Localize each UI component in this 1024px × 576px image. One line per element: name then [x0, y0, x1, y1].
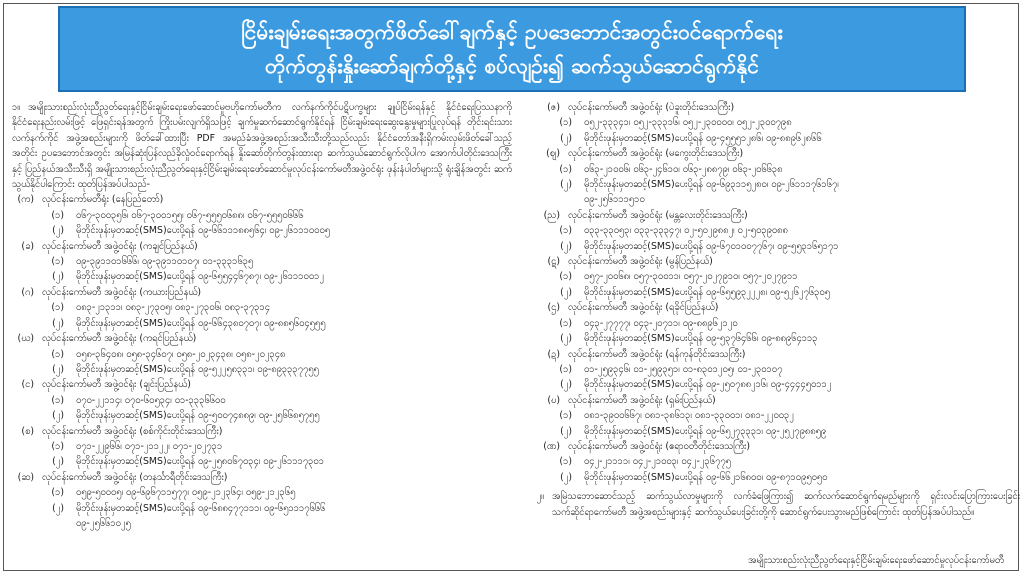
right-column [528, 100, 1020, 520]
office-title: လုပ်ငန်းကော်မတီ အဖွဲ့ဝင်ရုံး (ရခိုင်ပြည်နယ်) [568, 302, 719, 314]
row-marker: (၂) [560, 379, 572, 391]
office-heading [12, 470, 512, 485]
phone-numbers: မိုဘိုင်းဖုန်းမှတဆင့်(SMS)ပေးပို့ရန် ၀၉-၆၅၅၉၃၂၂၂၈၊ ၀၉-၅၂၆၂၇၆၃၀၅ [584, 286, 830, 298]
phone-row [12, 208, 512, 223]
phone-row [528, 408, 1020, 423]
phone-row [12, 300, 512, 315]
office-title: လုပ်ငန်းကော်မတီရုံး (နေပြည်တော်) [42, 194, 164, 206]
intro-number: ၁။ [12, 102, 21, 113]
office-title: လုပ်ငန်းကော်မတီ အဖွဲ့ဝင်ရုံး (ရန်ကုန်တိုင်းဒေသကြီး) [568, 348, 746, 360]
phone-row [12, 316, 512, 331]
intro-text: အမျိုးသားစည်းလုံးညီညွတ်ရေးနှင့်ငြိမ်းချမ်းရေးဖော်ဆောင်မှုဗဟိုကော်မတီက လက်နက်ကိုင်ပဋိပက္ခများ ချုပ်ငြိမ်းရန်နှင့် နိုင်ငံရေးပြဿနာကို နိုင်ငံရေးနည်းလမ်းဖြင့် ဖြေရှင်းရန်အတွက် ကြိုးပမ်းလျက်ရှိသဖြင့် ချက်မှုဆက်ဆောင်ရွက်နိုင်ရန် ငြိမ်းချမ်းရေးဆွေးနွေးမှုများပြုလုပ်ရန် တိုင်းရင်းသားလက်နက်ကိုင် အဖွဲ့အစည်းများကို ဖိတ်ခေါ်ထားပြီး PDF အမည်ခံအဖွဲ့အစည်းအသီးသီးတို့သည်လည်း နိုင်ငံတော်အနီးရှိကမ်းလှမ်းဖိတ်ခေါ်သည့်အတိုင်း ဥပဒေဘောင်အတွင်း အမြန်ဆုံးပြန်လည်ခိုလှုံဝင်ရောက်ရန် နှိုးဆော်တိုက်တွန်းထားရာ ဆက်သွယ်ဆောင်ရွက်လိုပါက အောက်ပါတိုင်းဒေသကြီးနှင့် ပြည်နယ်အသီးသီးရှိ အမျိုးသားစည်းလုံးညီညွတ်ရေးနှင့်ငြိမ်းချမ်းရေးဖော်ဆောင်မှုလုပ်ငန်းကော်မတီအဖွဲ့ဝင်ရုံး ဖုန်းနံပါတ်များသို့ ရုံးချိန်အတွင်း ဆက်သွယ်နိုင်ပါကြောင်း ထုတ်ပြန်အပ်ပါသည်- [12, 102, 512, 191]
phone-row [12, 485, 512, 500]
phone-row [12, 454, 512, 469]
phone-row [528, 454, 1020, 469]
row-marker: (၁) [559, 410, 572, 422]
row-marker: (၁) [559, 271, 572, 283]
phone-numbers: မိုဘိုင်းဖုန်းမှတဆင့်(SMS)ပေးပို့ရန် ၀၉-၅၃၇၆၄၆၆၊ ၀၉-၈၈၉၆၄၁၁၃ [584, 333, 818, 345]
row-marker: (၁) [51, 209, 64, 221]
phone-numbers: မိုဘိုင်းဖုန်းမှတဆင့်(SMS)ပေးပို့ရန် ၀၉-၆၅၂၇၃၃၃၁၊ ၀၉-၂၅၂၇၉၈၈၅၉ [584, 425, 827, 437]
phone-continuation: ၀၉-၂၅၆၁၁၁၅၁၀ [584, 194, 645, 206]
phone-row [12, 269, 512, 284]
phone-numbers: မိုဘိုင်းဖုန်းမှတဆင့်(SMS)ပေးပို့ရန် ၀၉-၆၆၂၁၆၈၀၀၊ ၀၉-၈၇၁၀၉၅၀၅၀ [584, 471, 828, 483]
phone-numbers: ၀၄၂-၂၁၁၁၁၊ ၀၄၂-၂၁၀၀၃၊ ၀၄၂-၂၃၆၇၇၅ [584, 456, 731, 468]
row-marker: (၁) [51, 302, 64, 314]
office-heading [528, 254, 1020, 269]
phone-row [12, 439, 512, 454]
phone-row [528, 223, 1020, 238]
phone-numbers: မိုဘိုင်းဖုန်းမှတဆင့်(SMS)ပေးပို့ရန် ၀၉-၂၅၀၇၈၈၂၁၆၊ ၀၉-၄၄၄၄၅၀၁၁၂ [584, 379, 832, 391]
section-marker: (ဎ) [547, 394, 560, 406]
row-marker: (၂) [52, 363, 64, 375]
intro-paragraph [12, 100, 512, 192]
office-title: လုပ်ငန်းကော်မတီ အဖွဲ့ဝင်ရုံး (မွန်ပြည်နယ်) [568, 256, 713, 268]
office-heading [12, 377, 512, 392]
office-heading [12, 285, 512, 300]
phone-numbers: မိုဘိုင်းဖုန်းမှတဆင့်(SMS)ပေးပို့ရန် ၀၉-၆၆၁၁၁၈၈၅၆၄၊ ၀၉-၂၆၁၁၁၀၀၀၅ [76, 225, 330, 237]
office-title: လုပ်ငန်းကော်မတီ အဖွဲ့ဝင်ရုံး (ရှမ်းပြည်နယ်) [568, 394, 716, 406]
phone-row [12, 254, 512, 269]
row-marker: (၁) [51, 440, 64, 452]
office-title: လုပ်ငန်းကော်မတီ အဖွဲ့ဝင်ရုံး (မန္တလေးတိုင်းဒေသကြီး) [568, 209, 748, 221]
row-marker: (၁) [559, 117, 572, 129]
section-marker: (ခ) [21, 240, 34, 252]
row-marker: (၂) [52, 317, 64, 329]
office-title: လုပ်ငန်းကော်မတီ အဖွဲ့ဝင်ရုံး (ဧရာဝတီတိုင်းဒေသကြီး) [568, 440, 751, 452]
phone-numbers: မိုဘိုင်းဖုန်းမှတဆင့်(SMS)ပေးပို့ရန် ၀၉-၄၅၅၅၁၂၈၆၊ ၀၉-၈၈၉၆၂၈၆၆ [584, 132, 822, 144]
row-marker: (၂) [560, 286, 572, 298]
row-marker: (၁) [559, 163, 572, 175]
office-heading [528, 146, 1020, 161]
row-marker: (၂) [52, 502, 64, 514]
section-marker: (ဆ) [17, 471, 34, 483]
phone-row [12, 223, 512, 238]
note-paragraph [528, 489, 1020, 520]
phone-row [528, 316, 1020, 331]
row-marker: (၁) [51, 348, 64, 360]
phone-row [528, 131, 1020, 146]
office-heading [528, 300, 1020, 315]
office-title: လုပ်ငန်းကော်မတီ အဖွဲ့ဝင်ရုံး (ချင်းပြည်နယ်) [42, 379, 191, 391]
note-number: ၂။ [536, 491, 544, 503]
phone-numbers: မိုဘိုင်းဖုန်းမှတဆင့်(SMS)ပေးပို့ရန် ၀၉-၆၅၅၄၄၆၇၈၇၊ ၀၉-၂၆၁၁၁၀၀၁၂ [76, 271, 324, 283]
phone-numbers: မိုဘိုင်းဖုန်းမှတဆင့်(SMS)ပေးပို့ရန် ၀၉-၅၂၂၅၈၃၃၁၊ ၀၉-၈၉၃၃၃၇၇၅၅ [76, 363, 319, 375]
phone-numbers: ၀၅၉-၅၀၀၀၅၊ ၀၉-၆၉၆၇၁၁၅၇၇၊ ၀၅၉-၂၁၂၃၆၄၊ ၀၅၉-၂၁၂၃၆၅ [76, 487, 296, 499]
row-marker: (၂) [52, 225, 64, 237]
phone-row [12, 393, 512, 408]
phone-numbers: မိုဘိုင်းဖုန်းမှတဆင့်(SMS)ပေးပို့ရန် ၀၉-၆၇၀၁၀၀၇၇၆၇၊ ၀၉-၅၅၃၁၆၅၁၇၁ [584, 240, 839, 252]
section-marker: (က) [17, 194, 34, 206]
office-heading [12, 331, 512, 346]
phone-numbers: ၀၉-၃၉၁၁၀၁၆၆၆၊ ၀၉-၃၉၁၁၀၁၀၇၊ ၀၁-၃၃၃၁၆၃၅ [76, 256, 254, 268]
phone-numbers: မိုဘိုင်းဖုန်းမှတဆင့်(SMS)ပေးပို့ရန် ၀၉-၅၀၀၇၄၈၈၉၊ ၀၉-၂၅၆၆၈၅၇၅၅ [76, 410, 320, 422]
row-marker: (၂) [52, 410, 64, 422]
row-marker: (၂) [560, 425, 572, 437]
row-marker: (၂) [560, 240, 572, 252]
row-marker: (၁) [559, 317, 572, 329]
office-title: လုပ်ငန်းကော်မတီ အဖွဲ့ဝင်ရုံး (ကချင်ပြည်နယ်) [42, 240, 198, 252]
section-marker: (ဏ) [543, 440, 560, 452]
signature: အမျိုးသားစည်းလုံးညီညွတ်ရေးနှင့်ငြိမ်းချမ်းရေးဖော်ဆောင်မှုလုပ်ငန်းကော်မတီ [747, 555, 1004, 566]
phone-row [528, 115, 1020, 130]
phone-row [528, 424, 1020, 439]
section-marker: (င) [21, 379, 34, 391]
phone-numbers: ၀၄၃-၂၇၇၇၇၊ ၀၄၃-၂၀၇၁၁၊ ၀၉-၈၈၉၆၂၁၂၀ [584, 317, 738, 329]
section-marker: (ဃ) [17, 333, 34, 345]
phone-numbers: ၀၇၀-၂၂၁၁၄၊ ၀၇၀-၆၀၅၃၄၊ ၀၁-၃၃၃၆၆၀၀ [76, 394, 226, 406]
phone-row [528, 162, 1020, 177]
office-title: လုပ်ငန်းကော်မတီ အဖွဲ့ဝင်ရုံး (မကွေးတိုင်းဒေသကြီး) [568, 148, 744, 160]
office-heading [12, 239, 512, 254]
phone-row [528, 239, 1020, 254]
section-marker: (ဂ) [21, 286, 34, 298]
office-title: လုပ်ငန်းကော်မတီ အဖွဲ့ဝင်ရုံး (ကရင်ပြည်နယ်) [42, 333, 197, 345]
row-marker: (၂) [560, 333, 572, 345]
row-marker: (၁) [51, 487, 64, 499]
row-marker: (၂) [560, 179, 572, 191]
phone-numbers: ၀၈၃-၂၁၃၁၁၊ ၀၈၃-၂၇၃၀၅၊ ၀၈၃-၂၇၃၀၆၊ ၀၈၃-၃၇၃၁၄ [76, 302, 270, 314]
phone-numbers: မိုဘိုင်းဖုန်းမှတဆင့်(SMS)ပေးပို့ရန် ၀၉-၆၉၃၁၁၅၂၈၀၊ ၀၉-၂၆၁၁၁၇၆၁၆၇၊ [584, 179, 839, 191]
phone-numbers: မိုဘိုင်းဖုန်းမှတဆင့်(SMS)ပေးပို့ရန် ၀၉-၆၆၄၃၈၀၇၀၇၊ ၀၉-၈၈၅၆၀၄၅၅၅ [76, 317, 326, 329]
section-marker: (ည) [543, 209, 560, 221]
row-marker: (၂) [52, 456, 64, 468]
section-marker: (ဇ) [547, 102, 560, 113]
row-marker: (၁) [51, 256, 64, 268]
row-marker: (၁) [559, 456, 572, 468]
left-column [12, 100, 512, 531]
section-marker: (ဈ) [546, 148, 560, 160]
phone-continuation: ၀၉-၂၅၆၆၁၀၂၅ [76, 517, 131, 529]
phone-numbers: မိုဘိုင်းဖုန်းမှတဆင့်(SMS)ပေးပို့ရန် ၀၉-၂၅၈၀၆၇၀၃၄၊ ၀၉-၂၆၁၁၁၇၃၀၁ [76, 456, 324, 468]
office-title: လုပ်ငန်းကော်မတီ အဖွဲ့ဝင်ရုံး (စစ်ကိုင်းတိုင်းဒေသကြီး) [42, 425, 223, 437]
title-line-1: ငြိမ်းချမ်းရေးအတွက်ဖိတ်ခေါ်ချက်နှင့် ဥပဒေဘောင်အတွင်းဝင်ရောက်ရေး [241, 20, 783, 44]
phone-numbers: ၀၈၁-၃၉၀၀၆၆၇၊ ၀၈၁-၃၈၆၁၃၊ ၀၈၁-၃၃၀၀၁၊ ၀၈၁-၂၂၀၀၃၂ [584, 410, 794, 422]
phone-numbers: ၀၅၂-၃၃၃၄၁၊ ၀၅၂-၃၃၃၁၆၊ ၀၅၂-၂၃၀၀၀၀၊ ၀၅၂-၂၃၀၀၇၉၈ [584, 117, 792, 129]
row-marker: (၂) [52, 271, 64, 283]
office-heading [528, 100, 1020, 115]
row-marker: (၁) [51, 394, 64, 406]
phone-row [528, 470, 1020, 485]
phone-numbers: မိုဘိုင်းဖုန်းမှတဆင့်(SMS)ပေးပို့ရန် ၀၉-၆၈၈၄၇၇၁၁၁၊ ၀၉-၆၅၁၁၁၇၆၆၆ [76, 502, 326, 514]
note-text: အမြဲသဘောဆောင်သည့် ဆက်သွယ်လာမှုများကို လက်ခံဖြေကြား၍ ဆက်လက်ဆောင်ရွက်ရမည်များကို ရှင်းလင်းပြောကြားပေးခြင်းသက်ဆိုင်ရာကော်မတီ အဖွဲ့အစည်းများနှင့် ဆက်သွယ်ပေးခြင်းတို့ကို ဆောင်ရွက်ပေးသွားမည်ဖြစ်ကြောင်း ထုတ်ပြန်အပ်ပါသည်။ [552, 491, 1020, 518]
office-heading [12, 424, 512, 439]
phone-numbers: ၀၅၈-၃၆၄၀၈၊ ၀၅၈-၃၄၆၀၇၊ ၀၅၈-၂၀၂၃၄၃၈၊ ၀၅၈-၂၀၂၃၄၈ [76, 348, 286, 360]
phone-row [12, 408, 512, 423]
phone-row [528, 331, 1020, 346]
phone-numbers: ၀၆၇-၃၀၀၃၅၆၊ ၀၆၇-၃၀၀၁၅၅၊ ၀၆၇-၅၅၅၀၆၈၈၊ ၀၆၇-၅၅၅၀၆၆၆ [76, 209, 304, 221]
phone-numbers: ၀၃၃-၃၃၀၅၃၊ ၀၃၃-၃၃၃၄၇၊ ၀၂-၅၀၂၉၈၈၂၊ ၀၂-၅၀၃၉၀၈၈ [584, 225, 788, 237]
row-marker: (၁) [559, 225, 572, 237]
section-marker: (ဌ) [547, 302, 560, 314]
office-heading [12, 192, 512, 207]
section-marker: (ဍ) [547, 348, 560, 360]
office-heading [528, 393, 1020, 408]
phone-row [528, 177, 1020, 192]
phone-row [12, 501, 512, 516]
phone-numbers: ၀၇၁-၂၂၉၆၆၊ ၀၇၁-၂၁၁၂၂၊ ၀၇၁-၂၀၂၇၃၁ [76, 440, 223, 452]
office-title: လုပ်ငန်းကော်မတီ အဖွဲ့ဝင်ရုံး (ကယားပြည်နယ်) [42, 286, 202, 298]
row-marker: (၁) [559, 363, 572, 375]
office-title: လုပ်ငန်းကော်မတီ အဖွဲ့ဝင်ရုံး (ပဲခူးတိုင်းဒေသကြီး) [568, 102, 735, 113]
row-marker: (၂) [560, 132, 572, 144]
office-heading [528, 208, 1020, 223]
row-marker: (၂) [560, 471, 572, 483]
phone-row [528, 285, 1020, 300]
phone-numbers: ၀၆၃-၂၁၀၀၆၊ ၀၆၃-၂၄၆၁၀၊ ၀၆၃-၂၈၈၇၉၊ ၀၆၃-၂၀၆၆၃၈ [584, 163, 783, 175]
section-marker: (ဋ) [547, 256, 560, 268]
title-line-2: တိုက်တွန်းနှိုးဆော်ချက်တို့နှင့် စပ်လျဉ်း၍ ဆက်သွယ်ဆောင်ရွက်နိုင် [265, 54, 759, 78]
phone-row [528, 269, 1020, 284]
phone-row [528, 362, 1020, 377]
phone-numbers: ၀၁-၂၅၉၃၄၆၊ ၀၁-၂၅၉၃၅၁၊ ၀၁-၈၃၀၁၂၀၅၊ ၀၁-၂၃၀၁၀၇ [584, 363, 783, 375]
phone-row [12, 362, 512, 377]
office-title: လုပ်ငန်းကော်မတီ အဖွဲ့ဝင်ရုံး (တနင်္သာရီတိုင်းဒေသကြီး) [42, 471, 228, 483]
title-banner [58, 6, 966, 92]
office-heading [528, 347, 1020, 362]
phone-numbers: ၀၅၇-၂၀၀၆၈၊ ၀၅၇-၃၀၀၁၁၊ ၀၅၇-၂၀၂၇၉၁၀၊ ၀၅၇-၂၀၂၇၉၁၁ [584, 271, 798, 283]
office-heading [528, 439, 1020, 454]
phone-row [12, 347, 512, 362]
section-marker: (စ) [21, 425, 34, 437]
phone-row [528, 377, 1020, 392]
